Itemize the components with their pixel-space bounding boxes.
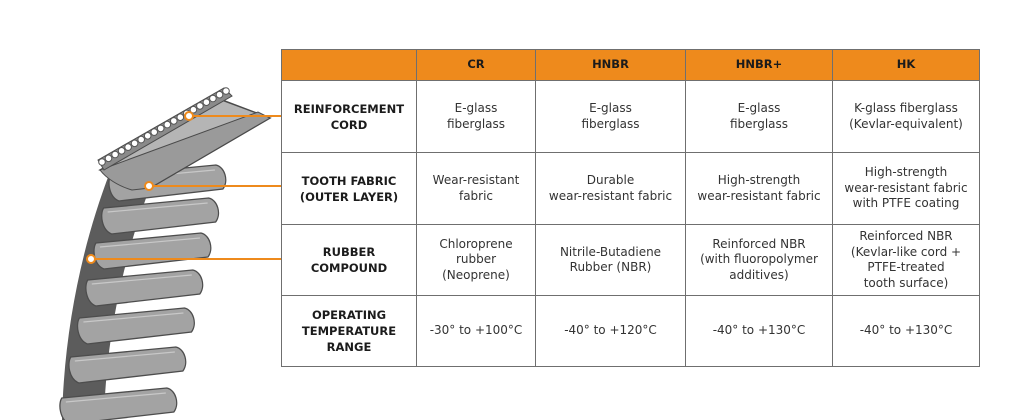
column-header: HK — [833, 50, 980, 81]
table-cell: K-glass fiberglass (Kevlar-equivalent) — [833, 81, 980, 153]
table-cell: E-glass fiberglass — [536, 81, 686, 153]
callout-dot-rubber-compound — [87, 255, 95, 263]
cord-strand — [118, 148, 125, 155]
row-label: REINFORCEMENT CORD — [282, 81, 417, 153]
cord-strand — [131, 140, 138, 147]
table-cell: High-strength wear-resistant fabric — [686, 153, 833, 225]
cord-strand — [125, 144, 132, 151]
column-header: HNBR+ — [686, 50, 833, 81]
callout-dot-tooth-fabric — [145, 182, 153, 190]
table-header-row — [282, 50, 980, 81]
cord-strand — [171, 118, 178, 125]
table-cell: Durable wear-resistant fabric — [536, 153, 686, 225]
cord-strand — [197, 103, 204, 110]
table-cell: Reinforced NBR (Kevlar-like cord + PTFE-treated tooth surface) — [833, 225, 980, 296]
table-cell: -40° to +130°C — [686, 296, 833, 367]
cord-strand — [203, 99, 210, 106]
table-cell: E-glass fiberglass — [686, 81, 833, 153]
table-cell: -40° to +120°C — [536, 296, 686, 367]
table-row — [282, 81, 980, 153]
table-cell: E-glass fiberglass — [417, 81, 536, 153]
row-label: OPERATING TEMPERATURE RANGE — [282, 296, 417, 367]
cord-strand — [151, 129, 158, 136]
table-cell: High-strength wear-resistant fabric with PTFE coating — [833, 153, 980, 225]
row-label: RUBBER COMPOUND — [282, 225, 417, 296]
row-label: TOOTH FABRIC (OUTER LAYER) — [282, 153, 417, 225]
callout-dot-reinforcement-cord — [185, 112, 193, 120]
cord-strand — [223, 88, 230, 95]
cord-strand — [144, 133, 151, 140]
table-row — [282, 296, 980, 367]
cord-strand — [105, 155, 112, 162]
cord-strand — [216, 91, 223, 98]
cord-strand — [164, 121, 171, 128]
cord-strand — [157, 125, 164, 132]
table-row — [282, 225, 980, 296]
cord-strand — [177, 114, 184, 121]
table-body — [282, 81, 980, 367]
column-header: HNBR — [536, 50, 686, 81]
table-cell: Chloroprene rubber (Neoprene) — [417, 225, 536, 296]
table-cell: -40° to +130°C — [833, 296, 980, 367]
table-cell: Reinforced NBR (with fluoropolymer additives) — [686, 225, 833, 296]
table-cell: Nitrile-Butadiene Rubber (NBR) — [536, 225, 686, 296]
cord-strand — [210, 95, 217, 102]
cord-strand — [112, 151, 119, 158]
table-cell: -30° to +100°C — [417, 296, 536, 367]
table-cell: Wear-resistant fabric — [417, 153, 536, 225]
table-row — [282, 153, 980, 225]
column-header: CR — [417, 50, 536, 81]
cord-strand — [99, 159, 106, 166]
cord-strand — [138, 136, 145, 143]
table-corner-cell — [282, 50, 417, 81]
belt-spec-table — [281, 49, 980, 367]
